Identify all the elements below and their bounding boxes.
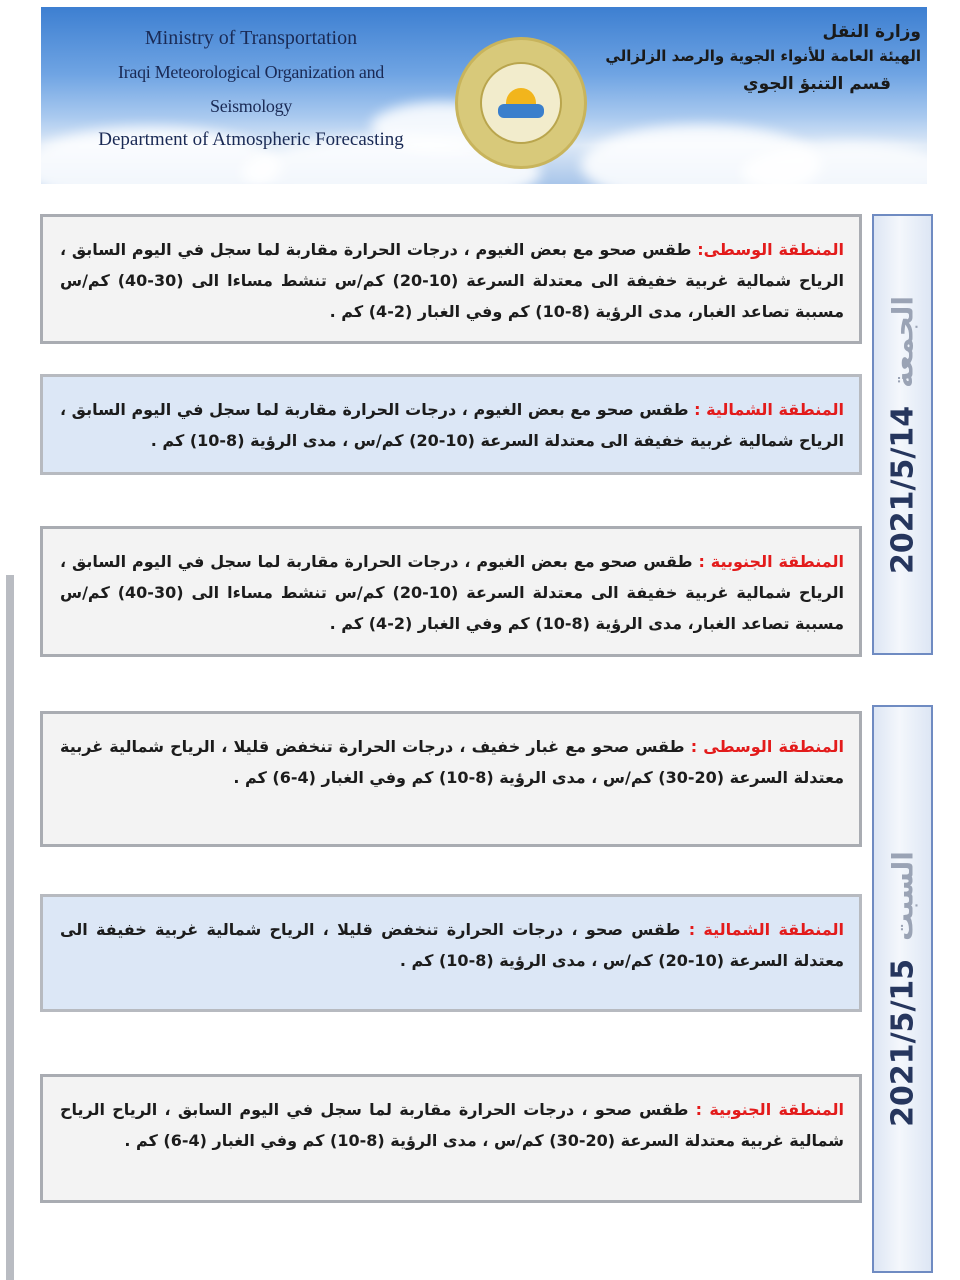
region-name: المنطقة الجنوبية : bbox=[698, 552, 844, 571]
forecast-south-day2 bbox=[40, 1074, 862, 1203]
department-name-ar: قسم التنبؤ الجوي bbox=[743, 74, 891, 94]
arabic-header bbox=[605, 21, 921, 99]
day-date: 2021/5/15 bbox=[885, 958, 920, 1127]
region-name: المنطقة الشمالية : bbox=[694, 400, 844, 419]
sun-icon bbox=[506, 88, 536, 104]
forecast-text: طقس صحو ، درجات الحرارة تنخفض قليلا ، الرياح شمالية غربية خفيفة الى معتدلة السرعة (10-20) كم/س ، مدى الرؤية (8-10) كم . bbox=[60, 920, 844, 970]
forecast-central-day2 bbox=[40, 711, 862, 847]
forecast-text: طقس صحو مع غبار خفيف ، درجات الحرارة تنخفض قليلا ، الرياح شمالية غربية معتدلة السرعة (20-30) كم/س ، مدى الرؤية (8-10) كم وفي الغبار (4-6) كم . bbox=[60, 737, 844, 787]
region-name: المنطقة الوسطى : bbox=[690, 737, 845, 756]
ministry-name-en: Ministry of Transportation bbox=[144, 27, 358, 49]
region-name: المنطقة الوسطى: bbox=[697, 240, 844, 259]
forecast-south-day1 bbox=[40, 526, 862, 657]
forecast-text: طقس صحو مع بعض الغيوم ، درجات الحرارة مقاربة لما سجل في اليوم السابق ، الرياح شمالية غربية خفيفة الى معتدلة السرعة (10-20) كم/س تنشط مساءا الى (30-40) كم/س مسببة تصاعد الغبار، مدى الرؤية (8-10) كم وفي الغبار (2-4) كم . bbox=[60, 552, 845, 633]
english-header bbox=[91, 21, 411, 157]
forecast-text: طقس صحو ، درجات الحرارة مقاربة لما سجل في اليوم السابق ، الرياح الرياح شمالية غربية معتدلة السرعة (20-30) كم/س ، مدى الرؤية (8-10) كم وفي الغبار (4-6) كم . bbox=[60, 1100, 844, 1150]
organization-name-en: Iraqi Meteorological Organization and Seismology bbox=[118, 62, 384, 116]
forecast-central-day1 bbox=[40, 214, 862, 344]
department-name-en: Department of Atmospheric Forecasting bbox=[98, 129, 404, 150]
ministry-name-ar: وزارة النقل bbox=[822, 22, 921, 42]
header-banner bbox=[41, 7, 927, 184]
forecast-north-day1 bbox=[40, 374, 862, 475]
region-name: المنطقة الجنوبية : bbox=[695, 1100, 845, 1119]
wave-icon bbox=[498, 104, 544, 118]
left-edge-rule bbox=[6, 575, 14, 1280]
region-name: المنطقة الشمالية : bbox=[688, 920, 844, 939]
organization-logo bbox=[455, 37, 587, 169]
day-name: السبت bbox=[886, 851, 919, 941]
day-strip-friday bbox=[872, 214, 933, 655]
forecast-north-day2 bbox=[40, 894, 862, 1012]
organization-name-ar: الهيئة العامة للأنواء الجوية والرصد الزلزالي bbox=[605, 47, 921, 65]
day-date: 2021/5/14 bbox=[885, 405, 920, 574]
forecast-text: طقس صحو مع بعض الغيوم ، درجات الحرارة مقاربة لما سجل في اليوم السابق ، الرياح شمالية غربية خفيفة الى معتدلة السرعة (10-20) كم/س ، مدى الرؤية (8-10) كم . bbox=[60, 400, 844, 450]
day-strip-saturday bbox=[872, 705, 933, 1273]
day-name: الجمعة bbox=[886, 295, 919, 388]
forecast-text: طقس صحو مع بعض الغيوم ، درجات الحرارة مقاربة لما سجل في اليوم السابق ، الرياح شمالية غربية خفيفة الى معتدلة السرعة (10-20) كم/س تنشط مساءا الى (30-40) كم/س مسببة تصاعد الغبار، مدى الرؤية (8-10) كم وفي الغبار (2-4) كم . bbox=[60, 240, 845, 321]
